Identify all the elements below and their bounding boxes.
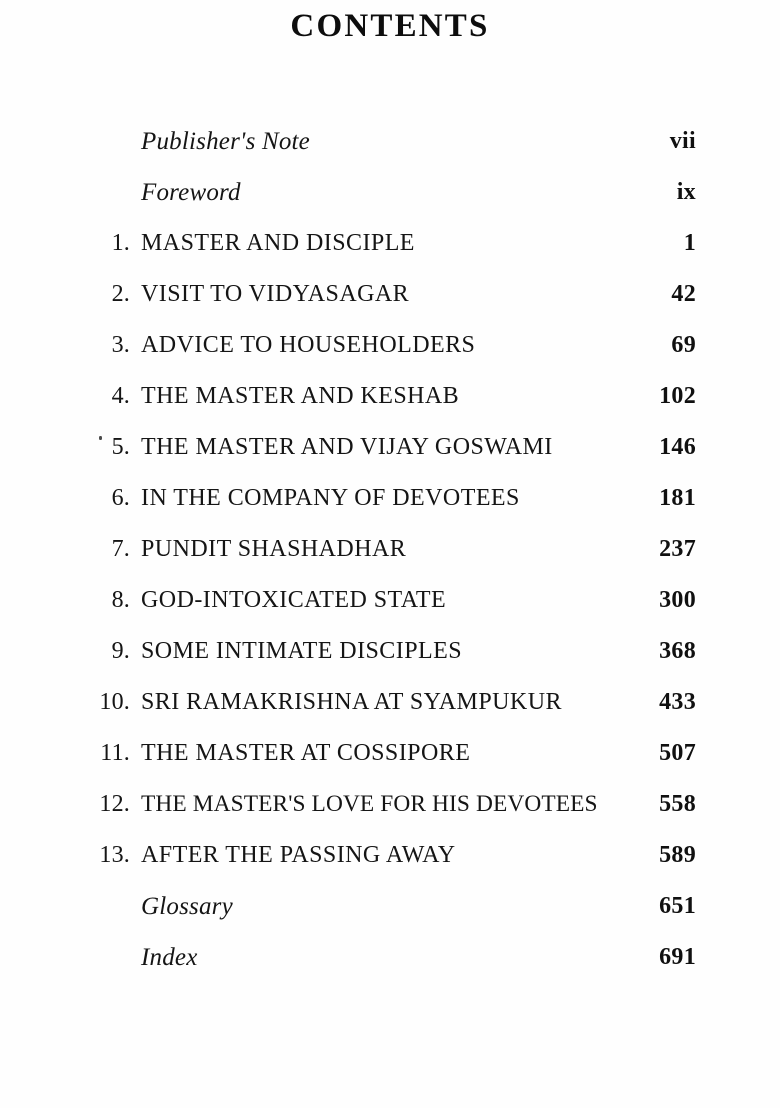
toc-entry-page-number: 42 bbox=[671, 281, 696, 307]
table-of-contents-list bbox=[0, 116, 780, 983]
toc-entry-page-number: ix bbox=[676, 179, 696, 205]
toc-entry-page-number: 507 bbox=[659, 740, 696, 766]
toc-entry-page-number: 651 bbox=[659, 893, 696, 919]
toc-entry-page-number: 237 bbox=[659, 536, 696, 562]
toc-entry-number: 3. bbox=[111, 332, 130, 358]
toc-entry-number: 12. bbox=[99, 791, 130, 817]
toc-entry-title: Index bbox=[141, 944, 198, 971]
toc-entry-title: ADVICE TO HOUSEHOLDERS bbox=[141, 332, 476, 358]
toc-entry-number: 5. bbox=[111, 434, 130, 460]
toc-entry-number: 4. bbox=[111, 383, 130, 409]
toc-entry[interactable] bbox=[0, 830, 780, 881]
toc-entry-page-number: 558 bbox=[659, 791, 696, 817]
toc-entry-title: MASTER AND DISCIPLE bbox=[141, 230, 415, 256]
toc-entry-page-number: 368 bbox=[659, 638, 696, 664]
toc-entry-title: SRI RAMAKRISHNA AT SYAMPUKUR bbox=[141, 689, 562, 715]
toc-entry[interactable] bbox=[0, 524, 780, 575]
toc-entry[interactable] bbox=[0, 116, 780, 167]
toc-entry[interactable] bbox=[0, 218, 780, 269]
toc-entry-number: 10. bbox=[99, 689, 130, 715]
toc-entry[interactable] bbox=[0, 167, 780, 218]
toc-entry-page-number: 589 bbox=[659, 842, 696, 868]
toc-entry[interactable] bbox=[0, 932, 780, 983]
toc-entry[interactable] bbox=[0, 371, 780, 422]
toc-entry[interactable] bbox=[0, 422, 780, 473]
page-title: CONTENTS bbox=[290, 8, 490, 44]
toc-entry-number: 6. bbox=[111, 485, 130, 511]
toc-entry[interactable] bbox=[0, 881, 780, 932]
toc-entry-title: Publisher's Note bbox=[141, 128, 310, 155]
toc-entry[interactable] bbox=[0, 473, 780, 524]
toc-entry[interactable] bbox=[0, 626, 780, 677]
toc-entry-page-number: 300 bbox=[659, 587, 696, 613]
toc-entry-title: Glossary bbox=[141, 893, 233, 920]
toc-entry-title: Foreword bbox=[141, 179, 241, 206]
toc-entry[interactable] bbox=[0, 779, 780, 830]
toc-entry-title: SOME INTIMATE DISCIPLES bbox=[141, 638, 463, 664]
toc-entry-number: 11. bbox=[100, 740, 130, 766]
toc-entry-page-number: 102 bbox=[659, 383, 696, 409]
toc-entry-number: 13. bbox=[99, 842, 130, 868]
toc-entry-page-number: 433 bbox=[659, 689, 696, 715]
toc-entry-title: PUNDIT SHASHADHAR bbox=[141, 536, 407, 562]
toc-entry[interactable] bbox=[0, 575, 780, 626]
toc-entry[interactable] bbox=[0, 269, 780, 320]
toc-entry[interactable] bbox=[0, 320, 780, 371]
toc-entry-page-number: 146 bbox=[659, 434, 696, 460]
toc-entry-title: IN THE COMPANY OF DEVOTEES bbox=[141, 485, 520, 511]
toc-entry[interactable] bbox=[0, 677, 780, 728]
toc-entry-title: THE MASTER'S LOVE FOR HIS DEVOTEES bbox=[141, 791, 598, 817]
toc-entry-title: THE MASTER AT COSSIPORE bbox=[141, 740, 471, 766]
toc-entry-title: THE MASTER AND KESHAB bbox=[141, 383, 460, 409]
toc-entry-number: 2. bbox=[111, 281, 130, 307]
toc-entry-number: 7. bbox=[111, 536, 130, 562]
toc-entry-number: 8. bbox=[111, 587, 130, 613]
toc-entry-title: THE MASTER AND VIJAY GOSWAMI bbox=[141, 434, 553, 460]
toc-entry-number: 1. bbox=[111, 230, 130, 256]
toc-entry-title: AFTER THE PASSING AWAY bbox=[141, 842, 456, 868]
toc-entry-page-number: 1 bbox=[683, 230, 696, 256]
toc-entry-page-number: 69 bbox=[671, 332, 696, 358]
toc-entry-page-number: 691 bbox=[659, 944, 696, 970]
toc-entry-title: VISIT TO VIDYASAGAR bbox=[141, 281, 410, 307]
toc-entry-title: GOD-INTOXICATED STATE bbox=[141, 587, 447, 613]
toc-entry-number: 9. bbox=[111, 638, 130, 664]
scan-speck-artifact bbox=[99, 436, 102, 440]
toc-entry-page-number: 181 bbox=[659, 485, 696, 511]
toc-entry[interactable] bbox=[0, 728, 780, 779]
toc-entry-page-number: vii bbox=[669, 128, 696, 154]
